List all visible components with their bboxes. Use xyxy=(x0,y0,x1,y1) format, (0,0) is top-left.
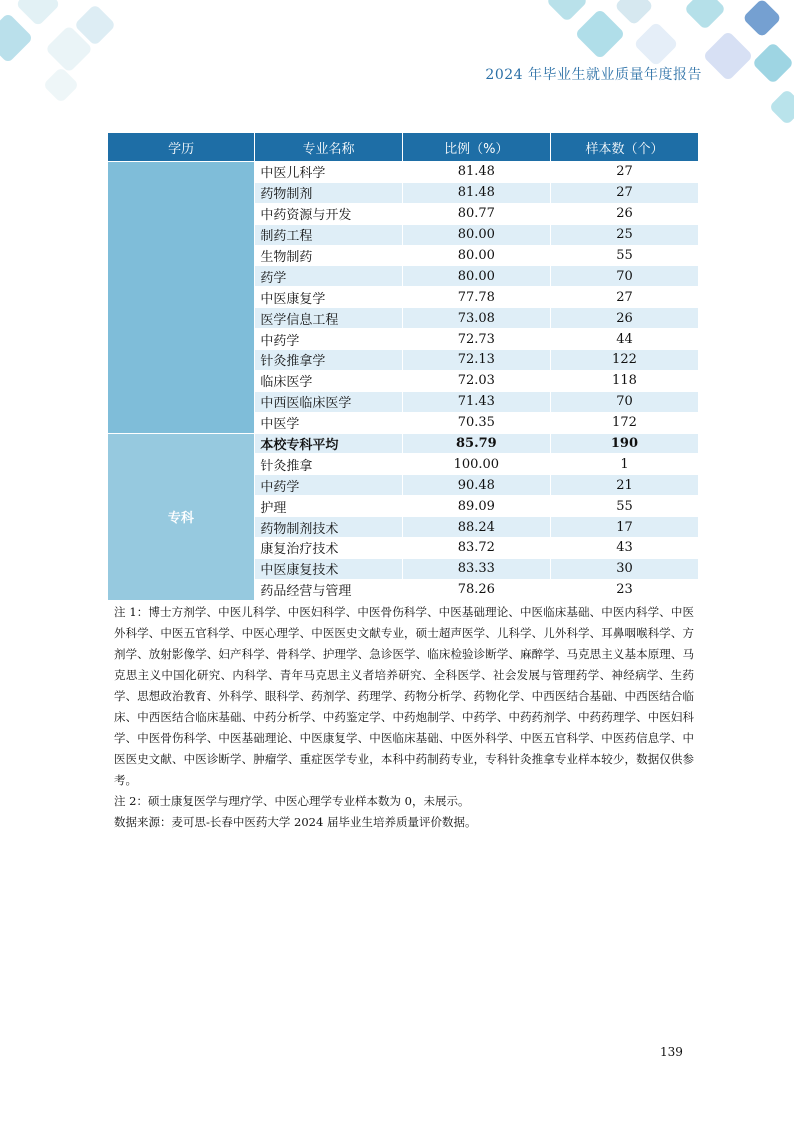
count-cell: 23 xyxy=(550,579,698,600)
major-cell: 生物制药 xyxy=(255,245,402,266)
major-cell: 中药学 xyxy=(255,329,402,350)
ratio-cell: 80.77 xyxy=(402,203,550,224)
ratio-cell: 85.79 xyxy=(402,433,550,454)
major-cell: 中医康复学 xyxy=(255,287,402,308)
major-cell: 中药资源与开发 xyxy=(255,203,402,224)
note-2: 注 2：硕士康复医学与理疗学、中医心理学专业样本数为 0，未展示。 xyxy=(114,794,470,808)
table-body xyxy=(108,162,699,601)
major-cell: 中药学 xyxy=(255,475,402,496)
count-cell: 118 xyxy=(550,370,698,391)
note-1: 注 1：博士方剂学、中医儿科学、中医妇科学、中医骨伤科学、中医基础理论、中医临床基础、中医内科学、中医外科学、中医五官科学、中医心理学、中医医史文献专业，硕士超声医学、儿科学、儿外科学、耳鼻咽喉科学、方剂学、放射影像学、妇产科学、骨科学、护理学、急诊医学、临床检验诊断学、麻醉学、马克思主义基本原理、马克思主义中国化研究、内科学、青年马克思主义者培养研究、全科医学、社会发展与管理药学、神经病学、生药学、思想政治教育、外科学、眼科学、药剂学、药理学、药物分析学、药物化学、中西医结合基础、中西医结合临床、中西医结合临床基础、中药分析学、中药鉴定学、中药炮制学、中药学、中药药剂学、中药药理学、中医妇科学、中医骨伤科学、中医基础理论、中医康复学、中医临床基础、中医外科学、中医五官科学、中医药信息学、中医医史文献、中医诊断学、肿瘤学、重症医学专业，本科中药制药专业，专科针灸推拿专业样本较少，数据仅供参考。 xyxy=(114,605,694,787)
ratio-cell: 90.48 xyxy=(402,475,550,496)
ratio-cell: 70.35 xyxy=(402,412,550,433)
major-cell: 护理 xyxy=(255,496,402,517)
table-notes xyxy=(114,602,694,833)
ratio-cell: 78.26 xyxy=(402,579,550,600)
page-number: 139 xyxy=(660,1045,683,1059)
count-cell: 122 xyxy=(550,350,698,371)
table-row-average xyxy=(108,433,699,454)
count-cell: 27 xyxy=(550,162,698,183)
major-cell: 医学信息工程 xyxy=(255,308,402,329)
major-cell: 中医康复技术 xyxy=(255,558,402,579)
col-header-level: 学历 xyxy=(108,133,255,162)
major-cell: 临床医学 xyxy=(255,370,402,391)
count-cell: 43 xyxy=(550,538,698,559)
ratio-cell: 80.00 xyxy=(402,224,550,245)
ratio-cell: 83.33 xyxy=(402,558,550,579)
count-cell: 70 xyxy=(550,266,698,287)
table-row xyxy=(108,162,699,183)
level-cell-graduate xyxy=(108,162,255,434)
count-cell: 25 xyxy=(550,224,698,245)
table-header-row xyxy=(108,133,699,162)
employment-table xyxy=(107,132,699,601)
count-cell: 30 xyxy=(550,558,698,579)
level-cell-junior-college: 专科 xyxy=(108,433,255,600)
data-source-note: 数据来源：麦可思-长春中医药大学 2024 届毕业生培养质量评价数据。 xyxy=(114,815,477,829)
count-cell: 172 xyxy=(550,412,698,433)
count-cell: 27 xyxy=(550,182,698,203)
major-cell: 针灸推拿 xyxy=(255,454,402,475)
major-cell: 中医儿科学 xyxy=(255,162,402,183)
count-cell: 27 xyxy=(550,287,698,308)
major-cell: 康复治疗技术 xyxy=(255,538,402,559)
ratio-cell: 81.48 xyxy=(402,182,550,203)
count-cell: 190 xyxy=(550,433,698,454)
count-cell: 70 xyxy=(550,391,698,412)
ratio-cell: 81.48 xyxy=(402,162,550,183)
ratio-cell: 89.09 xyxy=(402,496,550,517)
ratio-cell: 72.73 xyxy=(402,329,550,350)
major-cell: 本校专科平均 xyxy=(255,433,402,454)
major-cell: 药物制剂 xyxy=(255,182,402,203)
count-cell: 55 xyxy=(550,496,698,517)
header-decoration xyxy=(0,0,794,120)
report-title: 2024 年毕业生就业质量年度报告 xyxy=(485,67,702,83)
ratio-cell: 83.72 xyxy=(402,538,550,559)
col-header-count: 样本数（个） xyxy=(550,133,698,162)
count-cell: 44 xyxy=(550,329,698,350)
count-cell: 26 xyxy=(550,308,698,329)
ratio-cell: 73.08 xyxy=(402,308,550,329)
major-cell: 针灸推拿学 xyxy=(255,350,402,371)
major-cell: 药品经营与管理 xyxy=(255,579,402,600)
ratio-cell: 88.24 xyxy=(402,517,550,538)
major-cell: 中西医临床医学 xyxy=(255,391,402,412)
count-cell: 26 xyxy=(550,203,698,224)
count-cell: 1 xyxy=(550,454,698,475)
ratio-cell: 77.78 xyxy=(402,287,550,308)
ratio-cell: 71.43 xyxy=(402,391,550,412)
major-cell: 中医学 xyxy=(255,412,402,433)
major-cell: 药学 xyxy=(255,266,402,287)
ratio-cell: 72.03 xyxy=(402,370,550,391)
col-header-major: 专业名称 xyxy=(255,133,402,162)
count-cell: 17 xyxy=(550,517,698,538)
major-cell: 药物制剂技术 xyxy=(255,517,402,538)
ratio-cell: 100.00 xyxy=(402,454,550,475)
count-cell: 55 xyxy=(550,245,698,266)
major-cell: 制药工程 xyxy=(255,224,402,245)
count-cell: 21 xyxy=(550,475,698,496)
ratio-cell: 72.13 xyxy=(402,350,550,371)
col-header-ratio: 比例（%） xyxy=(402,133,550,162)
ratio-cell: 80.00 xyxy=(402,266,550,287)
ratio-cell: 80.00 xyxy=(402,245,550,266)
